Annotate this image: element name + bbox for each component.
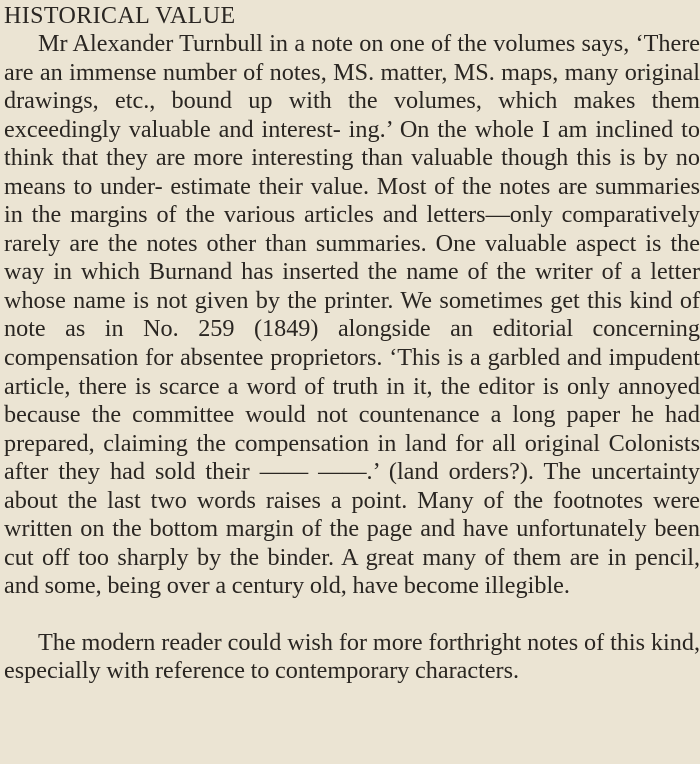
body-paragraph-1: Mr Alexander Turnbull in a note on one of the volumes says, ‘There are an immense number of notes, MS. matter, MS. maps, many original drawings, etc., bound up with the volumes, which makes them exceedingly valuable and interest- ing.’ On the whole I am inclined to think that they are more interesting than valuable though this is by no means to under- estimate their value. Most of the notes are summaries in the margins of the various articles and letters—only comparatively rarely are the notes other than summaries. One valuable aspect is the way in which Burnand has inserted the name of the writer of a letter whose name is not given by the printer. We sometimes get this kind of note as in No. 259 (1849) alongside an editorial concerning compensation for absentee proprietors. ‘This is a garbled and impudent article, there is scarce a word of truth in it, the editor is only annoyed because the committee would not countenance a long paper he had prepared, claiming the compensation in land for all original Colonists after they had sold their —— ——.’ (land orders?). The uncertainty about the last two words raises a point. Many of the footnotes were written on the bottom margin of the page and have unfortunately been cut off too sharply by the binder. A great many of them are in pencil, and some, being over a century old, have become illegible. [4,30,700,600]
section-heading: HISTORICAL VALUE [4,3,236,29]
body-paragraph-2: The modern reader could wish for more forthright notes of this kind, especially with reference to contemporary characters. [4,628,700,685]
